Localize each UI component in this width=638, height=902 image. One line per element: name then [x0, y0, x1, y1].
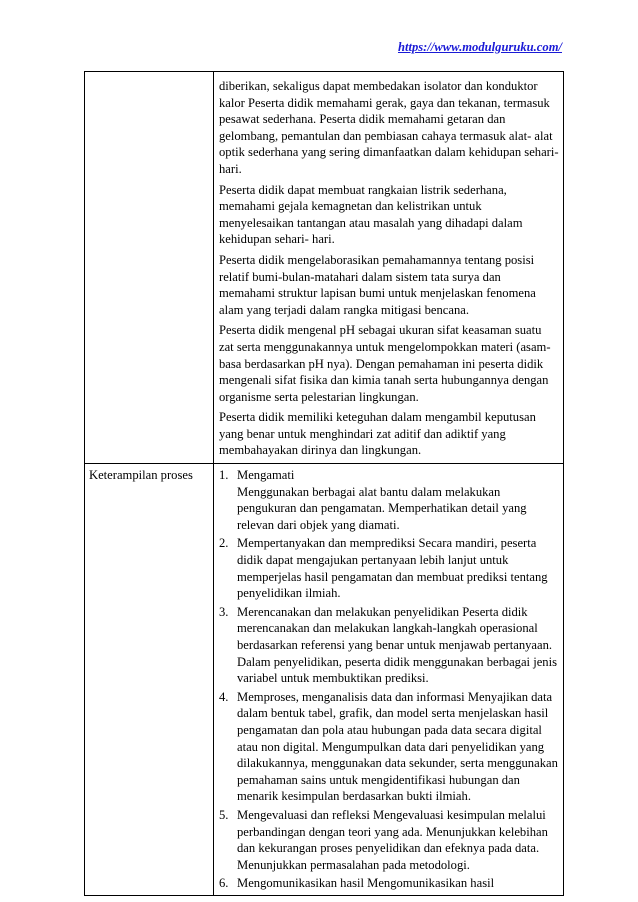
step-number: 5. — [219, 807, 229, 822]
paragraph: Peserta didik memiliki keteguhan dalam mengambil keputusan yang benar untuk menghindari zat aditif dan adiktif yang membahayakan dirinya dan lingkungan. — [219, 410, 536, 458]
list-item — [219, 874, 559, 893]
paragraph: Peserta didik mengenal pH sebagai ukuran sifat keasaman suatu zat serta menggunakannya untuk mengelompokkan materi (asam-basa berdasarkan pH nya). Dengan pemahaman ini peserta didik mengenali sifat fisika dan kimia tanah serta hubungannya dengan organisme serta pelestarian lingkungan. — [219, 323, 551, 404]
description-cell — [214, 464, 564, 896]
paragraph: Peserta didik dapat membuat rangkaian listrik sederhana, memahami gejala kemagnetan dan kelistrikan untuk menyelesaikan tantangan atau masalah yang dihadapi dalam kehidupan sehari- hari. — [219, 182, 523, 247]
table-row — [85, 72, 564, 464]
header-url-link[interactable]: https://www.modulguruku.com/ — [397, 40, 562, 54]
list-item — [219, 688, 559, 806]
label-cell-empty — [85, 72, 214, 464]
step-number: 4. — [219, 689, 229, 704]
step-text — [237, 467, 559, 533]
step-number: 2. — [219, 536, 229, 551]
step-text: Mengomunikasikan hasil Mengomunikasikan hasil — [237, 876, 495, 891]
step-description: Menggunakan berbagai alat bantu dalam melakukan pengukuran dan pengamatan. Memperhatikan detail yang relevan dari objek yang diamati. — [237, 484, 527, 532]
label-cell — [85, 464, 214, 896]
row-label: Keterampilan proses — [89, 468, 193, 483]
step-title: Mengamati — [237, 468, 295, 483]
step-number: 1. — [219, 468, 229, 483]
step-number: 3. — [219, 604, 229, 619]
step-text: Memproses, menganalisis data dan informasi Menyajikan data dalam bentuk tabel, grafik, dan model serta menjelaskan hasil pengamatan dan pola atau hubungan pada data secara digital atau non digital. Mengumpulkan data dari penyelidikan yang dilakukannya, menggunakan data sekunder, serta menggunakan pemahaman sains untuk mengidentifikasi hubungan dan menarik kesimpulan berdasarkan bukti ilmiah. — [237, 689, 558, 804]
list-item — [219, 603, 559, 688]
process-steps-list — [219, 464, 559, 893]
step-text: Mempertanyakan dan memprediksi Secara mandiri, peserta didik dapat mengajukan pertanyaan lebih lanjut untuk memperjelas hasil pengamatan dan membuat prediksi tentang penyelidikan ilmiah. — [237, 536, 548, 601]
list-item — [219, 464, 559, 534]
paragraph: diberikan, sekaligus dapat membedakan isolator dan konduktor kalor Peserta didik memahami gerak, gaya dan tekanan, termasuk pesawat sederhana. Peserta didik memahami getaran dan gelombang, pemantulan dan pembiasan cahaya termasuk alat- alat optik sederhana yang sering dimanfaatkan dalam kehidupan sehari-hari. — [219, 79, 559, 176]
table-row — [85, 464, 564, 896]
step-text: Mengevaluasi dan refleksi Mengevaluasi kesimpulan melalui perbandingan dengan teori yang ada. Menunjukkan kelebihan dan kekurangan proses penyelidikan dan efeknya pada data. Menunjukkan permasalahan pada metodologi. — [237, 807, 548, 872]
list-item — [219, 534, 559, 602]
content-table — [84, 71, 564, 896]
description-cell — [214, 72, 564, 464]
list-item — [219, 806, 559, 874]
step-text: Merencanakan dan melakukan penyelidikan Peserta didik merencanakan dan melakukan langkah-langkah operasional berdasarkan referensi yang benar untuk menjawab pertanyaan. Dalam penyelidikan, peserta didik menggunakan berbagai jenis variabel untuk membuktikan prediksi. — [237, 604, 557, 686]
step-number: 6. — [219, 876, 229, 891]
paragraph: Peserta didik mengelaborasikan pemahamannya tentang posisi relatif bumi-bulan-matahari dalam sistem tata surya dan memahami struktur lapisan bumi untuk menjelaskan fenomena alam yang terjadi dalam rangka mitigasi bencana. — [219, 252, 536, 317]
